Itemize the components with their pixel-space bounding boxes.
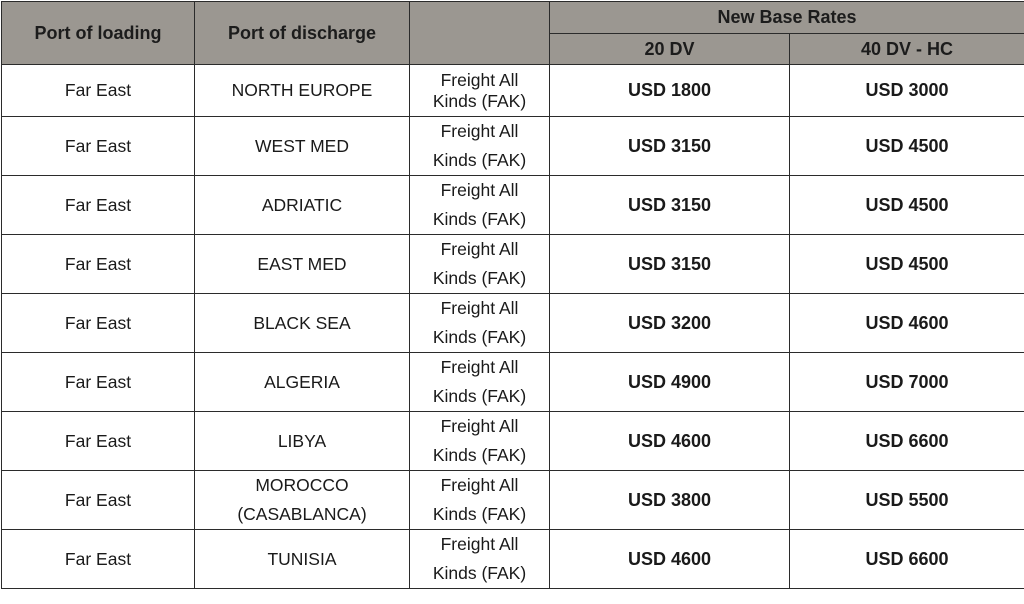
port-of-loading-cell: Far East xyxy=(2,412,195,471)
port-of-discharge-cell xyxy=(195,235,410,294)
cargo-type-cell xyxy=(410,117,550,176)
port-of-loading-cell: Far East xyxy=(2,176,195,235)
cargo-type-line-1: Freight All xyxy=(410,412,549,441)
cargo-type-cell xyxy=(410,353,550,412)
header-new-base-rates: New Base Rates xyxy=(550,2,1024,34)
port-of-discharge-cell xyxy=(195,471,410,530)
header-port-of-discharge: Port of discharge xyxy=(195,2,410,65)
cargo-type-line-2: Kinds (FAK) xyxy=(410,91,549,112)
table-row xyxy=(2,471,1024,530)
table-row xyxy=(2,294,1024,353)
port-of-discharge-line-1: TUNISIA xyxy=(195,545,409,574)
port-of-discharge-cell xyxy=(195,294,410,353)
table-row xyxy=(2,412,1024,471)
port-of-discharge-line-1: MOROCCO xyxy=(195,471,409,500)
rate-40dv-hc-cell: USD 4500 xyxy=(790,176,1024,235)
rate-40dv-hc-cell: USD 3000 xyxy=(790,65,1024,117)
header-cargo-type xyxy=(410,2,550,65)
cargo-type-line-2: Kinds (FAK) xyxy=(410,264,549,293)
cargo-type-line-2: Kinds (FAK) xyxy=(410,500,549,529)
table-row xyxy=(2,176,1024,235)
cargo-type-line-1: Freight All xyxy=(410,176,549,205)
rate-20dv-cell: USD 3150 xyxy=(550,176,790,235)
port-of-loading-cell: Far East xyxy=(2,471,195,530)
cargo-type-line-1: Freight All xyxy=(410,117,549,146)
cargo-type-cell xyxy=(410,176,550,235)
cargo-type-line-1: Freight All xyxy=(410,70,549,91)
cargo-type-line-2: Kinds (FAK) xyxy=(410,441,549,470)
table-row xyxy=(2,530,1024,589)
rate-20dv-cell: USD 4600 xyxy=(550,530,790,589)
port-of-loading-cell: Far East xyxy=(2,294,195,353)
header-row-1 xyxy=(2,2,1024,34)
port-of-discharge-line-1: NORTH EUROPE xyxy=(195,76,409,105)
port-of-discharge-cell xyxy=(195,176,410,235)
rate-40dv-hc-cell: USD 6600 xyxy=(790,530,1024,589)
cargo-type-line-1: Freight All xyxy=(410,471,549,500)
port-of-discharge-line-1: BLACK SEA xyxy=(195,309,409,338)
rate-20dv-cell: USD 3150 xyxy=(550,235,790,294)
table-row xyxy=(2,117,1024,176)
cargo-type-line-2: Kinds (FAK) xyxy=(410,205,549,234)
rate-40dv-hc-cell: USD 4500 xyxy=(790,117,1024,176)
port-of-discharge-line-1: ADRIATIC xyxy=(195,191,409,220)
port-of-discharge-line-1: WEST MED xyxy=(195,132,409,161)
port-of-discharge-cell xyxy=(195,117,410,176)
table-body xyxy=(2,65,1024,589)
table-row xyxy=(2,353,1024,412)
port-of-discharge-line-1: ALGERIA xyxy=(195,368,409,397)
rate-40dv-hc-cell: USD 6600 xyxy=(790,412,1024,471)
cargo-type-line-1: Freight All xyxy=(410,294,549,323)
cargo-type-line-1: Freight All xyxy=(410,353,549,382)
header-40dv-hc: 40 DV - HC xyxy=(790,34,1024,65)
port-of-discharge-cell xyxy=(195,65,410,117)
rate-20dv-cell: USD 4900 xyxy=(550,353,790,412)
port-of-discharge-cell xyxy=(195,412,410,471)
cargo-type-cell xyxy=(410,530,550,589)
port-of-discharge-cell xyxy=(195,353,410,412)
rate-20dv-cell: USD 3800 xyxy=(550,471,790,530)
cargo-type-line-2: Kinds (FAK) xyxy=(410,323,549,352)
table-row xyxy=(2,235,1024,294)
port-of-loading-cell: Far East xyxy=(2,235,195,294)
table-row xyxy=(2,65,1024,117)
rate-40dv-hc-cell: USD 4500 xyxy=(790,235,1024,294)
header-port-of-loading: Port of loading xyxy=(2,2,195,65)
rate-20dv-cell: USD 3200 xyxy=(550,294,790,353)
cargo-type-line-2: Kinds (FAK) xyxy=(410,382,549,411)
port-of-discharge-line-1: LIBYA xyxy=(195,427,409,456)
cargo-type-cell xyxy=(410,65,550,117)
cargo-type-cell xyxy=(410,412,550,471)
cargo-type-line-2: Kinds (FAK) xyxy=(410,146,549,175)
rate-20dv-cell: USD 4600 xyxy=(550,412,790,471)
port-of-discharge-line-1: EAST MED xyxy=(195,250,409,279)
port-of-loading-cell: Far East xyxy=(2,65,195,117)
table-header xyxy=(2,2,1024,65)
cargo-type-cell xyxy=(410,235,550,294)
cargo-type-cell xyxy=(410,294,550,353)
rate-40dv-hc-cell: USD 5500 xyxy=(790,471,1024,530)
rate-40dv-hc-cell: USD 7000 xyxy=(790,353,1024,412)
cargo-type-line-2: Kinds (FAK) xyxy=(410,559,549,588)
port-of-loading-cell: Far East xyxy=(2,117,195,176)
rate-20dv-cell: USD 1800 xyxy=(550,65,790,117)
rate-40dv-hc-cell: USD 4600 xyxy=(790,294,1024,353)
port-of-discharge-line-2: (CASABLANCA) xyxy=(195,500,409,529)
port-of-loading-cell: Far East xyxy=(2,530,195,589)
cargo-type-line-1: Freight All xyxy=(410,235,549,264)
cargo-type-cell xyxy=(410,471,550,530)
cargo-type-line-1: Freight All xyxy=(410,530,549,559)
port-of-loading-cell: Far East xyxy=(2,353,195,412)
header-20dv: 20 DV xyxy=(550,34,790,65)
base-rates-table xyxy=(1,1,1024,589)
port-of-discharge-cell xyxy=(195,530,410,589)
rate-20dv-cell: USD 3150 xyxy=(550,117,790,176)
